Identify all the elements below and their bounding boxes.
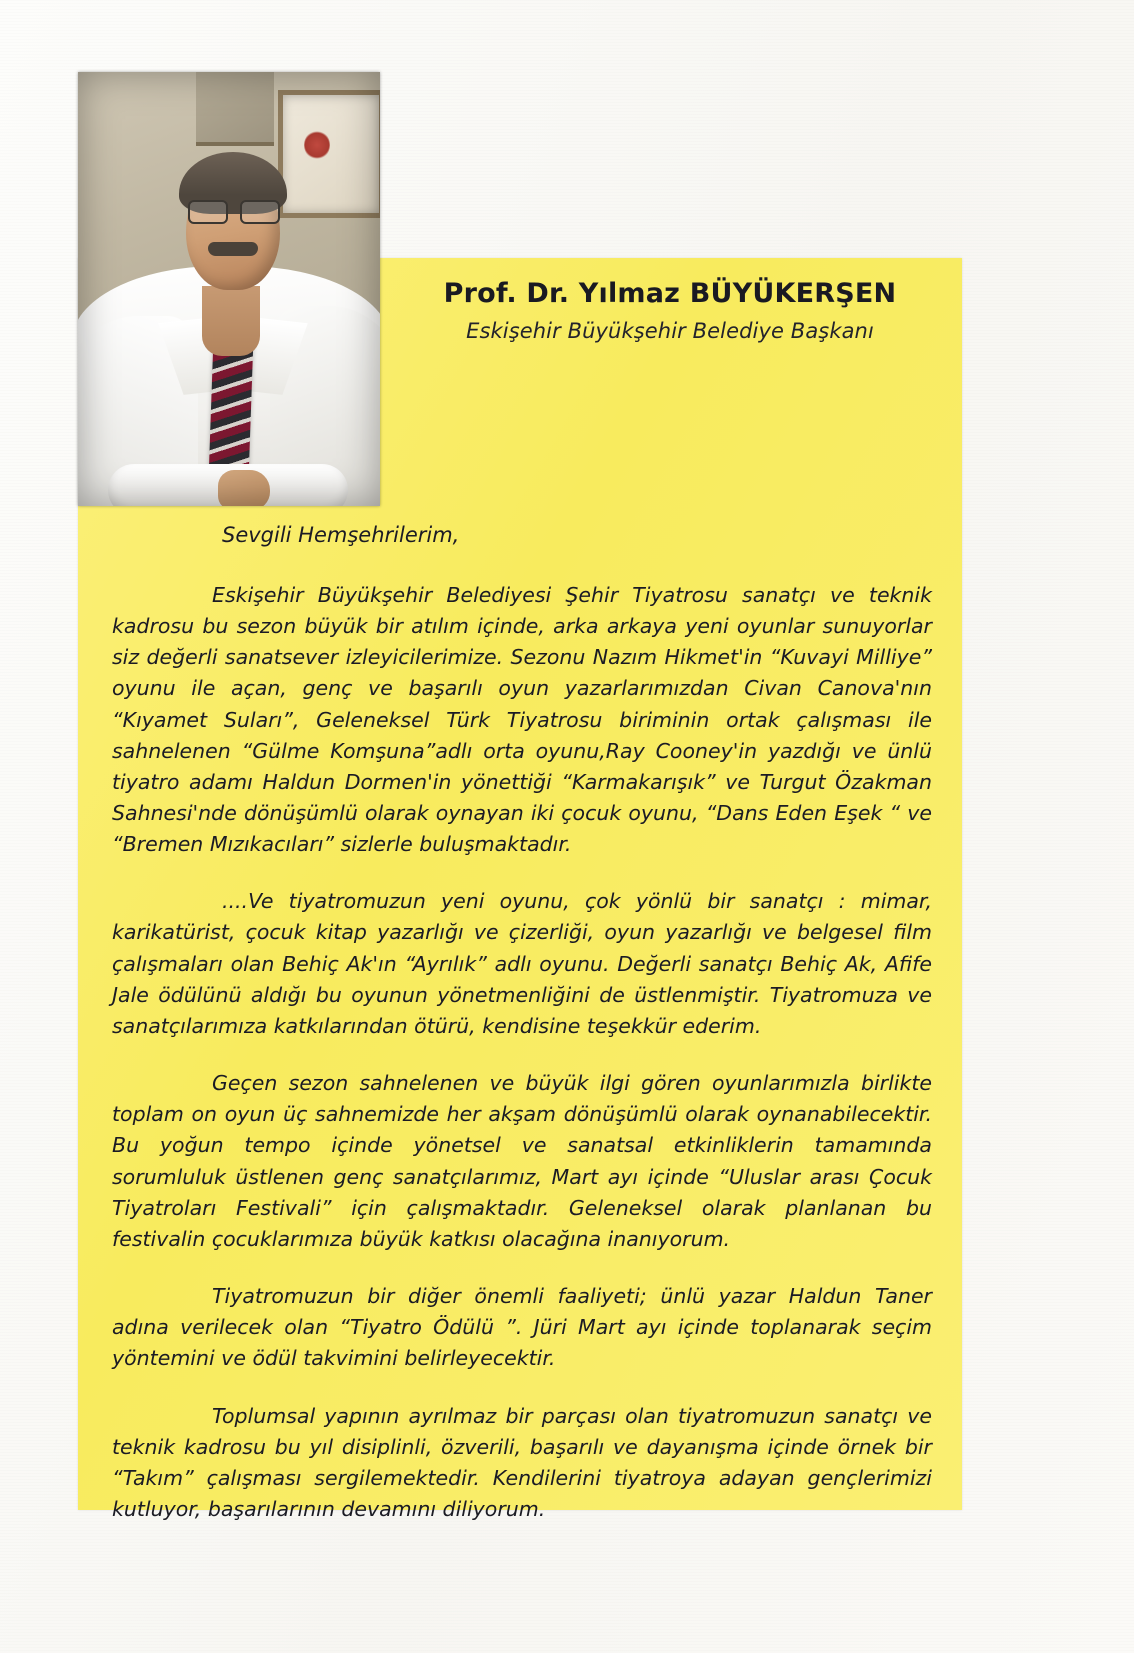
paragraph-1: Eskişehir Büyükşehir Belediyesi Şehir Tiyatrosu sanatçı ve teknik kadrosu bu sezon büyük bir atılım içinde, arka arkaya yeni oyunlar sunuyorlar siz değerli sanatsever izleyicilerimize. Sezonu Nazım Hikmet'in “Kuvayi Milliye” oyunu ile açan, genç ve başarılı oyun yazarlarımızdan Civan Canova'nın “Kıyamet Suları”, Geleneksel Türk Tiyatrosu biriminin ortak çalışması ile sahnelenen “Gülme Komşuna”adlı orta oyunu,Ray Cooney'in yazdığı ve ünlü tiyatro adamı Haldun Dormen'in yönettiği “Karmakarışık” ve Turgut Özakman Sahnesi'nde dönüşümlü olarak oynayan iki çocuk oyunu, “Dans Eden Eşek “ ve “Bremen Mızıkacıları” sizlerle buluşmaktadır. [112, 582, 932, 857]
paragraph-3: Geçen sezon sahnelenen ve büyük ilgi gören oyunlarımızla birlikte toplam on oyun üç sahnemizde her akşam dönüşümlü olarak oynanabilecektir. Bu yoğun tempo içinde yönetsel ve sanatsal etkinliklerin tamamında sorumluluk üstlenen genç sanatçılarımız, Mart ayı içinde “Uluslar arası Çocuk Tiyatroları Festivali” için çalışmaktadır. Geleneksel olarak planlanan bu festivalin çocuklarımıza büyük katkısı olacağına inanıyorum. [112, 1071, 932, 1251]
letter-body [112, 520, 932, 1551]
photo-vignette [78, 72, 380, 506]
paragraph-2: ....Ve tiyatromuzun yeni oyunu, çok yönlü bir sanatçı : mimar, karikatürist, çocuk kitap yazarlığı ve çizerliği, oyun yazarlığı ve belgesel film çalışmaları olan Behiç Ak'ın “Ayrılık” adlı oyunu. Değerli sanatçı Behiç Ak, Afife Jale ödülünü aldığı bu oyunun yönetmenliğini de üstlenmiştir. Tiyatromuza ve sanatçılarımıza katkılarından ötürü, kendisine teşekkür ederim. [112, 889, 932, 1038]
portrait-photo [78, 72, 380, 506]
paragraph-5: Toplumsal yapının ayrılmaz bir parçası olan tiyatromuzun sanatçı ve teknik kadrosu bu yıl disiplinli, özverili, başarılı ve dayanışma içinde örnek bir “Takım” çalışması sergilemektedir. Kendilerini tiyatroya adayan gençlerimizi kutluyor, başarılarının devamını diliyorum. [112, 1403, 932, 1521]
page-subtitle: Eskişehir Büyükşehir Belediye Başkanı [466, 319, 874, 343]
page-title: Prof. Dr. Yılmaz BÜYÜKERŞEN [443, 278, 897, 309]
title-block [400, 278, 940, 343]
salutation: Sevgili Hemşehrilerim, [222, 523, 460, 547]
paragraph-4: Tiyatromuzun bir diğer önemli faaliyeti; ünlü yazar Haldun Taner adına verilecek olan “Tiyatro Ödülü ”. Jüri Mart ayı içinde toplanarak seçim yöntemini ve ödül takvimini belirleyecektir. [112, 1284, 932, 1371]
